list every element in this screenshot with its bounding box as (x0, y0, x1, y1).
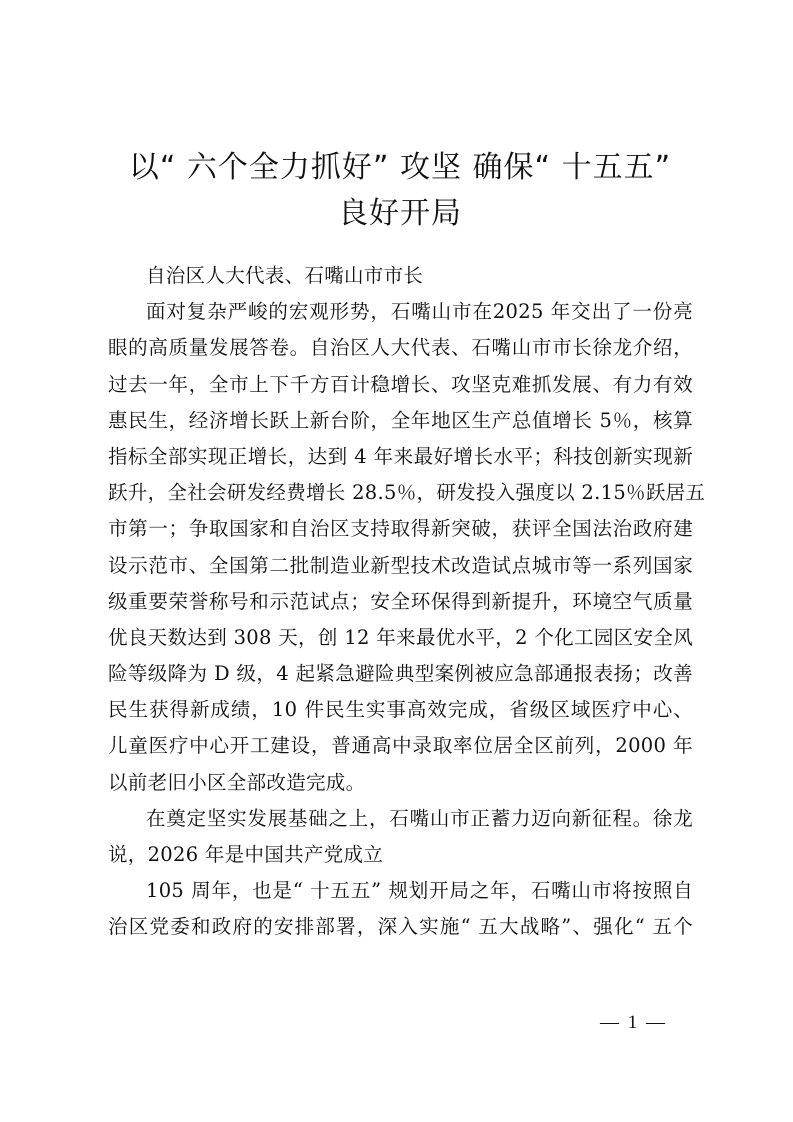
body-line: 险等级降为 D 级，4 起紧急避险典型案例被应急部通报表扬；改善 (108, 662, 693, 686)
body-line: 说，2026 年是中国共产党成立 (108, 843, 384, 866)
body-line: 儿童医疗中心开工建设，普通高中录取率位居全区前列，2000 年 (108, 734, 693, 758)
body-line: 105 周年，也是“ 十五五” 规划开局之年，石嘴山市将按照自 (146, 879, 693, 903)
body-line: 市第一；争取国家和自治区支持取得新突破，获评全国法治政府建 (108, 517, 693, 541)
body-line: 以前老旧小区全部改造完成。 (108, 770, 366, 794)
body-line: 眼的高质量发展答卷。自治区人大代表、石嘴山市市长徐龙介绍， (108, 336, 693, 360)
document-body (108, 258, 706, 946)
body-line: 跃升，全社会研发经费增长 28.5％，研发投入强度以 2.15％跃居五 (108, 481, 706, 505)
document-title (100, 145, 700, 237)
body-line: 面对复杂严峻的宏观形势，石嘴山市在2025 年交出了一份亮 (146, 300, 693, 324)
body-line: 民生获得新成绩，10 件民生实事高效完成，省级区域医疗中心、 (108, 698, 693, 722)
body-line: 过去一年，全市上下千方百计稳增长、攻坚克难抓发展、有力有效 (108, 372, 693, 396)
page-number: — 1 — (600, 1012, 667, 1033)
body-line: 级重要荣誉称号和示范试点；安全环保得到新提升，环境空气质量 (108, 589, 693, 613)
body-line: 优良天数达到 308 天，创 12 年来最优水平，2 个化工园区安全风 (108, 625, 693, 649)
author-line: 自治区人大代表、石嘴山市市长 (146, 264, 424, 287)
body-line: 设示范市、全国第二批制造业新型技术改造试点城市等一系列国家 (108, 553, 693, 577)
body-line: 惠民生，经济增长跃上新台阶，全年地区生产总值增长 5％，核算 (108, 408, 693, 432)
body-line: 指标全部实现正增长，达到 4 年来最好增长水平；科技创新实现新 (108, 444, 693, 468)
title-line-1: 以“ 六个全力抓好” 攻坚 确保“ 十五五” (128, 150, 672, 185)
body-line: 治区党委和政府的安排部署，深入实施“ 五大战略”、强化“ 五个 (108, 915, 693, 939)
body-line: 在奠定坚实发展基础之上，石嘴山市正蓄力迈向新征程。徐龙 (146, 806, 693, 830)
title-line-2: 良好开局 (338, 196, 462, 231)
